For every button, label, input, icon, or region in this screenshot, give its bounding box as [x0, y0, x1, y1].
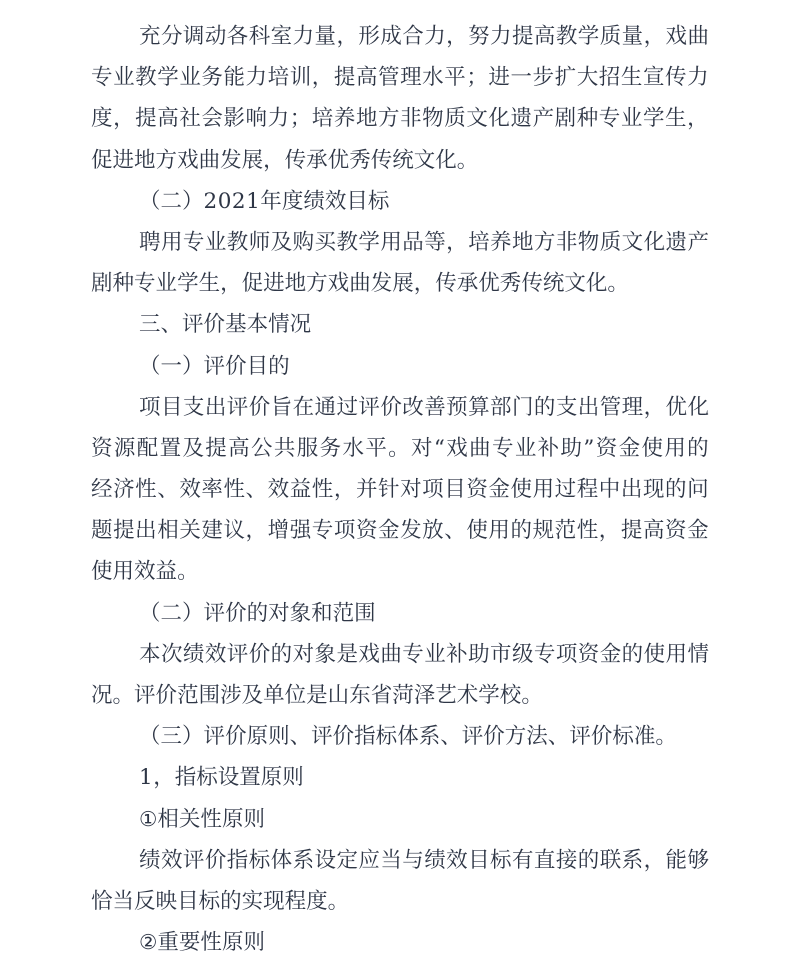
text-line: 使用效益。	[91, 559, 199, 585]
text-line: 1，指标设置原则	[139, 765, 304, 791]
text-line: （三）评价原则、评价指标体系、评价方法、评价标准。	[139, 724, 677, 750]
document-text-column	[91, 16, 709, 963]
text-line: ①相关性原则	[139, 806, 265, 832]
text-line: 况。评价范围涉及单位是山东省菏泽艺术学校。	[91, 683, 543, 708]
text-line: 充 分 调 动 各 科 室 力 量 ， 形 成 合 力 ， 努 力 提 高 教 学 质 量 ， 戏 曲	[139, 24, 709, 49]
text-line: 剧种专业学生，促进地方戏曲发展，传承优秀传统文化。	[91, 271, 629, 297]
text-line: 经 济 性 、 效 率 性 、 效 益 性 ， 并 针 对 项 目 资 金 使 用 过 程 中 出 现 的 问	[91, 477, 709, 503]
text-line: 绩 效 评 价 指 标 体 系 设 定 应 当 与 绩 效 目 标 有 直 接 的 联 系 ， 能 够	[139, 847, 709, 873]
text-line: （二）评价的对象和范围	[139, 600, 376, 626]
text-line: 恰当反映目标的实现程度。	[91, 888, 350, 914]
text-line: 度 ， 提 高 社 会 影 响 力 ； 培 养 地 方 非 物 质 文 化 遗 产 剧 种 专 业 学 生 ，	[91, 106, 709, 132]
text-line: 聘 用 专 业 教 师 及 购 买 教 学 用 品 等 ， 培 养 地 方 非 物 质 文 化 遗 产	[139, 229, 709, 255]
text-line: 资 源 配 置 及 提 高 公 共 服 务 水 平 。 对 “ 戏 曲 专 业 补 助 ” 资 金 使 用 的	[91, 435, 709, 461]
text-line: 三、评价基本情况	[139, 312, 312, 338]
text-line: 专 业 教 学 业 务 能 力 培 训 ， 提 高 管 理 水 平 ； 进 一 步 扩 大 招 生 宣 传 力	[91, 65, 709, 91]
text-line: 项 目 支 出 评 价 旨 在 通 过 评 价 改 善 预 算 部 门 的 支 出 管 理 ， 优 化	[139, 394, 709, 420]
text-line: 题 提 出 相 关 建 议 ， 增 强 专 项 资 金 发 放 、 使 用 的 规 范 性 ， 提 高 资 金	[91, 518, 709, 544]
text-line: ②重要性原则	[139, 930, 265, 956]
text-line: （一）评价目的	[139, 353, 290, 379]
text-line: （二）2021年度绩效目标	[139, 188, 390, 214]
text-line: 促进地方戏曲发展，传承优秀传统文化。	[91, 147, 479, 173]
text-line: 本 次 绩 效 评 价 的 对 象 是 戏 曲 专 业 补 助 市 级 专 项 资 金 的 使 用 情	[139, 641, 709, 667]
